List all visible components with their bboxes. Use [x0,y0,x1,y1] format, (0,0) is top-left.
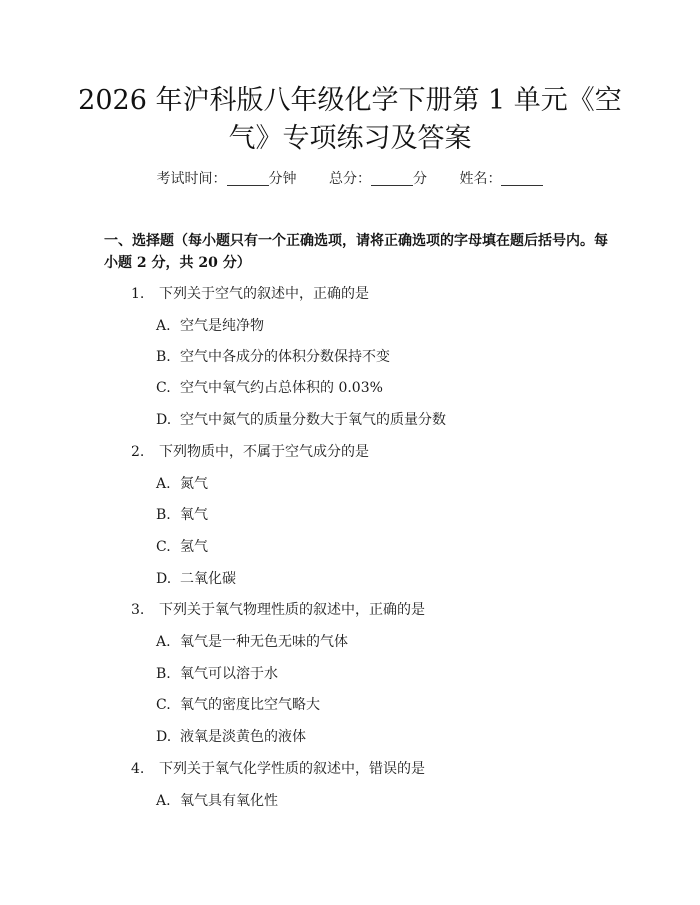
question-stem: 下列关于氧气物理性质的叙述中，正确的是 [159,602,425,618]
page-title [60,82,640,158]
name-blank [501,171,543,186]
question-1: 1. 下列关于空气的叙述中，正确的是 [131,286,369,302]
question-stem: 下列关于空气的叙述中，正确的是 [159,286,369,302]
option-2b: B. 氧气 [156,507,208,523]
student-name: 姓名： [459,171,543,187]
exam-time: 考试时间： 分钟 [156,171,297,187]
total-score: 总分： 分 [329,171,427,187]
option-3c: C. 氧气的密度比空气略大 [156,697,320,713]
option-1d: D. 空气中氮气的质量分数大于氧气的质量分数 [156,412,446,428]
question-3: 3. 下列关于氧气物理性质的叙述中，正确的是 [131,602,425,618]
section-heading: 一、选择题（每小题只有一个正确选项，请将正确选项的字母填在题后括号内。每小题 2 分，共 20 分） [104,233,608,271]
option-1c: C. 空气中氧气约占总体积的 0.03% [156,380,383,396]
option-1b: B. 空气中各成分的体积分数保持不变 [156,349,390,365]
question-4: 4. 下列关于氧气化学性质的叙述中，错误的是 [131,761,425,777]
option-2d: D. 二氧化碳 [156,571,236,587]
option-3d: D. 液氧是淡黄色的液体 [156,729,306,745]
question-stem: 下列关于氧气化学性质的叙述中，错误的是 [159,761,425,777]
title-line-1: 2026 年沪科版八年级化学下册第 1 单元《空 [78,85,622,116]
option-3a: A. 氧气是一种无色无味的气体 [156,634,348,650]
question-stem: 下列物质中，不属于空气成分的是 [159,444,369,460]
option-3b: B. 氧气可以溶于水 [156,666,278,682]
option-4a: A. 氧气具有氧化性 [156,793,278,809]
exam-meta [0,168,700,188]
option-2c: C. 氢气 [156,539,208,555]
option-2a: A. 氮气 [156,476,208,492]
time-blank [227,171,269,186]
score-blank [371,171,413,186]
title-line-2: 气》专项练习及答案 [228,123,472,154]
option-1a: A. 空气是纯净物 [156,318,264,334]
question-2: 2. 下列物质中，不属于空气成分的是 [131,444,369,460]
